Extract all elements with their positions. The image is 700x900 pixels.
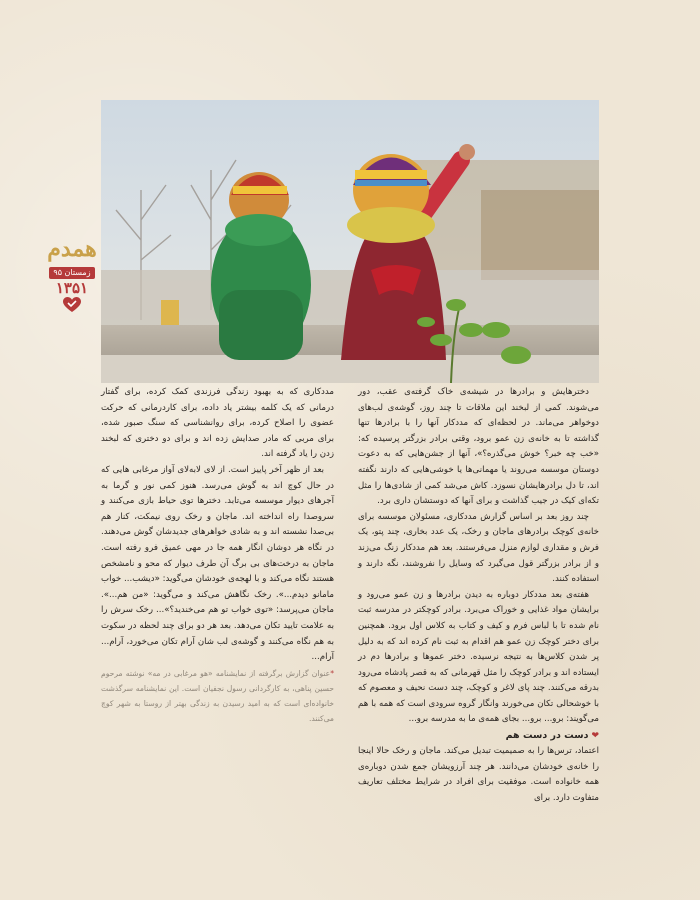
footnote bbox=[101, 666, 334, 726]
article-column-right bbox=[358, 385, 599, 806]
paragraph: بعد از ظهر آخر پاییز است. از لای لابه‌لای آواز مرغابی هایی که در حال کوچ اند به گوش می‌رسد. هنوز کمی نور و گرما به آجرهای دیوار موسسه می‌تابد. دخترها توی حیاط بازی می‌کنند و سروصدا راه انداخته اند. ماجان و رخک روی نیمکت، کنار هم بی‌صدا نشسته اند و به شادی خواهرهای جدیدشان گوش می‌دهند. در نگاه هر دوشان انگار همه جا در مهی عمیق فرو رفته است. ماجان به درخت‌های بی برگ آن طرف دیوار که محو و نامشخص هستند نگاه می‌کند و با لهجه‌ی خودشان می‌گوید: «دیشب... خواب مامانو دیدم...». رخک نگاهش می‌کند و می‌گوید: «من هم...». ماجان می‌پرسد: «توی خواب تو هم می‌خندید؟»... رخک سرش را به علامت تایید تکان می‌دهد. بعد هر دو برای چند لحظه در سکوت به هم نگاه می‌کنند و گوشه‌ی لب شان آرام تکان می‌خورد، آرام... آرام... bbox=[101, 464, 334, 663]
magazine-name: همدم bbox=[47, 236, 97, 262]
children-playground-photo bbox=[101, 100, 599, 383]
heart-icon bbox=[63, 297, 81, 313]
magazine-logo bbox=[42, 238, 102, 310]
issue-season-badge: زمستان ۹۵ bbox=[49, 267, 94, 279]
paragraph: اعتماد، ترس‌ها را به صمیمیت تبدیل می‌کند. ماجان و رخک حالا اینجا را خانه‌ی خودشان می‌دانند. هر چند آرزویشان جمع شدن دوباره‌ی همه خانواده است. موفقیت برای افراد در شرایط مختلف تعاریف متفاوت دارد. برای bbox=[358, 746, 599, 803]
paragraph: چند روز بعد بر اساس گزارش مددکاری، مسئولان موسسه برای خانه‌ی کوچک برادرهای ماجان و رخک، یک عدد بخاری، چند پتو، یک فرش و مقداری لوازم منزل می‌فرستند. بعد هم مددکار زنگ می‌زند و از برادر بزرگتر قول می‌گیرد که وسایل را نفروشند، نگه دارند و استفاده کنند. bbox=[358, 511, 599, 585]
feature-photo bbox=[101, 100, 599, 383]
paragraph: مددکاری که به بهبود زندگی فرزندی کمک کرده، برای گفتار درمانی که یک کلمه بیشتر یاد داده، برای کاردرمانی که حرکت عضوی را اصلاح کرده، برای روانشناسی که سنگ صبور شده، برای مربی که مادر صدایش زده اند و برای دو دختری که لبخند زدن را یاد گرفته اند. bbox=[101, 387, 334, 460]
article-column-left bbox=[101, 385, 334, 726]
heart-bullet-icon: ❤ bbox=[591, 731, 599, 742]
issue-year: ۱۳۵۱ bbox=[55, 279, 89, 297]
footnote-text: عنوان گزارش برگرفته از نمایشنامه «هو مرغابی در مه» نوشته مرحوم حسین پناهی، به کارگردانی رسول نجفیان است. این نمایشنامه سرگذشت خانواده‌ای است که به امید رسیدن به زندگی بهتر از روستا به شهر کوچ می‌کنند. bbox=[101, 668, 334, 723]
subheading-text: دست در دست هم bbox=[505, 730, 589, 742]
section-subheading bbox=[358, 728, 599, 744]
asterisk-icon: * bbox=[330, 668, 334, 678]
paragraph: هفته‌ی بعد مددکار دوباره به دیدن برادرها و زن عمو می‌رود و برایشان مواد غذایی و خوراک می‌برد. برادر کوچکتر در مدرسه ثبت نام شده تا با لباس فرم و کیف و کتاب به کلاس اول برود. همچنین برای دختر کوچک زن عمو هم اقدام به ثبت نام کرده اند که به دلیل پر شدن کلاس‌ها به نتیجه نرسیده. دختر عموها و برادرها دم در ایستاده اند و برادر کوچک را مثل قهرمانی که به قصر پادشاه می‌رود بدرقه می‌کنند. چند پای لاغر و کوچک، چند دست نحیف و معصوم که با خوشحالی تکان می‌خورند وانگار گروه سرودی است که همه با هم می‌گویند: برو... برو... بجای همه‌ی ما به مدرسه برو... bbox=[358, 589, 599, 725]
paragraph: دخترهایش و برادرها در شیشه‌ی خاک گرفته‌ی عقب، دور می‌شوند. کمی از لبخند این ملاقات تا چند روز، گوشه‌ی لب‌های دوخواهر می‌ماند. در لحظه‌ای که مددکار آنها را با برادرها تنها گذاشته تا به خانه‌ی زن عمو برود، وقتی برادر بزرگتر پرسیده که: «خب چه خبر؟ خوش می‌گذره؟»، آنها از جشن‌هایی که به دعوت دوستان موسسه می‌روند یا مهمانی‌ها یا خوشی‌هایی که دارند نگفته اند، تا دل برادرهایشان نسوزد. کاش می‌شد کمی از شادی‌ها را مثل تکه‌ای کیک در جیب گذاشت و برای آنها که دوستشان داری برد. bbox=[358, 387, 599, 507]
